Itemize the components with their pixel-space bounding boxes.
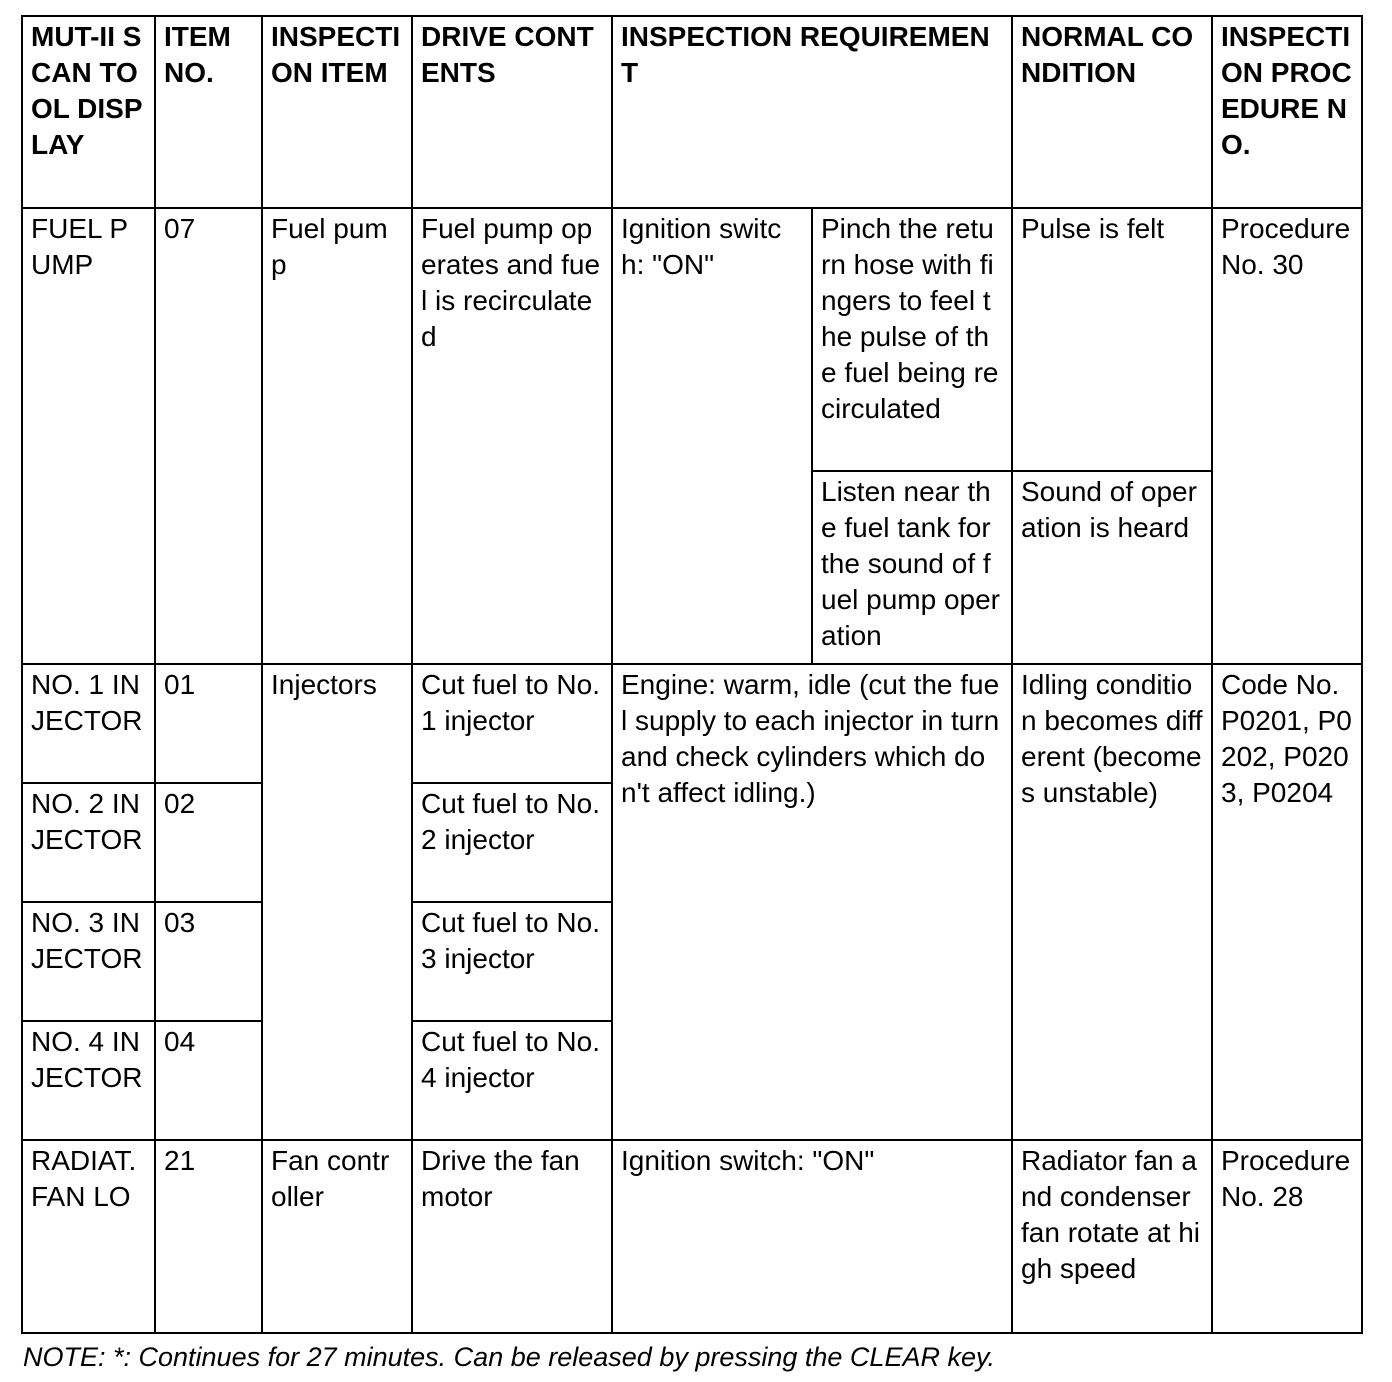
fuel-pump-check-pulse: Pinch the return hose with fingers to feel the pulse of the fuel being recirculated bbox=[812, 208, 1012, 471]
header-drive-contents: DRIVE CONTENTS bbox=[412, 16, 612, 208]
radiator-fan-procedure: Procedure No. 28 bbox=[1212, 1140, 1362, 1333]
injector-4-display: NO. 4 INJECTOR bbox=[22, 1021, 155, 1140]
header-inspection-procedure: INSPECTION PROCEDURE NO. bbox=[1212, 16, 1362, 208]
fuel-pump-normal-pulse: Pulse is felt bbox=[1012, 208, 1212, 471]
header-scan-tool-display: MUT-II SCAN TOOL DISPLAY bbox=[22, 16, 155, 208]
fuel-pump-drive: Fuel pump operates and fuel is recirculated bbox=[412, 208, 612, 664]
header-inspection-requirement: INSPECTION REQUIREMENT bbox=[612, 16, 1012, 208]
injectors-item: Injectors bbox=[262, 664, 412, 1140]
header-normal-condition: NORMAL CONDITION bbox=[1012, 16, 1212, 208]
fuel-pump-procedure: Procedure No. 30 bbox=[1212, 208, 1362, 664]
radiator-fan-item: Fan controller bbox=[262, 1140, 412, 1333]
header-item-no: ITEM NO. bbox=[155, 16, 262, 208]
injector-2-item-no: 02 bbox=[155, 783, 262, 902]
injector-3-item-no: 03 bbox=[155, 902, 262, 1021]
radiator-fan-display: RADIAT. FAN LO bbox=[22, 1140, 155, 1333]
injector-1-drive: Cut fuel to No. 1 injector bbox=[412, 664, 612, 783]
table-row bbox=[22, 1140, 1362, 1333]
radiator-fan-normal: Radiator fan and condenser fan rotate at high speed bbox=[1012, 1140, 1212, 1333]
injectors-procedure: Code No. P0201, P0202, P0203, P0204 bbox=[1212, 664, 1362, 1140]
table-row bbox=[22, 208, 1362, 471]
injector-4-drive: Cut fuel to No. 4 injector bbox=[412, 1021, 612, 1140]
radiator-fan-item-no: 21 bbox=[155, 1140, 262, 1333]
fuel-pump-item: Fuel pump bbox=[262, 208, 412, 664]
injector-1-item-no: 01 bbox=[155, 664, 262, 783]
fuel-pump-normal-sound: Sound of operation is heard bbox=[1012, 471, 1212, 664]
header-row bbox=[22, 16, 1362, 208]
header-inspection-item: INSPECTION ITEM bbox=[262, 16, 412, 208]
injector-2-drive: Cut fuel to No.2 injector bbox=[412, 783, 612, 902]
fuel-pump-item-no: 07 bbox=[155, 208, 262, 664]
radiator-fan-drive: Drive the fan motor bbox=[412, 1140, 612, 1333]
injector-2-display: NO. 2 INJECTOR bbox=[22, 783, 155, 902]
fuel-pump-check-sound: Listen near the fuel tank for the sound of fuel pump operation bbox=[812, 471, 1012, 664]
fuel-pump-display: FUEL PUMP bbox=[22, 208, 155, 664]
radiator-fan-requirement: Ignition switch: "ON" bbox=[612, 1140, 1012, 1333]
table-row bbox=[22, 664, 1362, 783]
inspection-table bbox=[21, 15, 1363, 1334]
injector-1-display: NO. 1 INJECTOR bbox=[22, 664, 155, 783]
injector-3-drive: Cut fuel to No. 3 injector bbox=[412, 902, 612, 1021]
injectors-requirement: Engine: warm, idle (cut the fuel supply to each injector in turn and check cylinders which don't affect idling.) bbox=[612, 664, 1012, 1140]
injector-4-item-no: 04 bbox=[155, 1021, 262, 1140]
injectors-normal: Idling condition becomes different (becomes unstable) bbox=[1012, 664, 1212, 1140]
footnote: NOTE: *: Continues for 27 minutes. Can be released by pressing the CLEAR key. bbox=[23, 1342, 995, 1372]
injector-3-display: NO. 3 INJECTOR bbox=[22, 902, 155, 1021]
fuel-pump-requirement: Ignition switch: "ON" bbox=[612, 208, 812, 664]
